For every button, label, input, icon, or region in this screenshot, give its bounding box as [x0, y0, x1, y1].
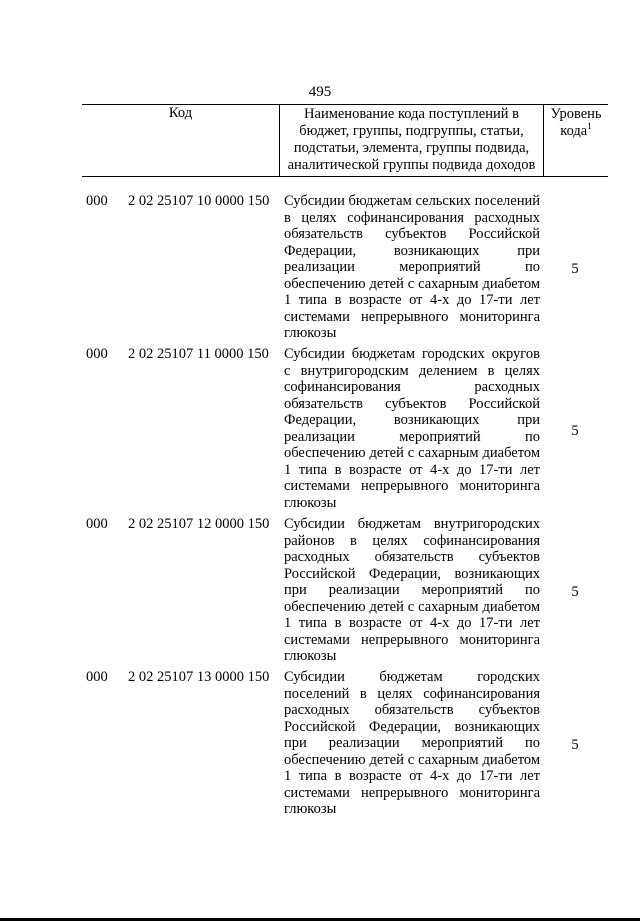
footnote-marker: 1 — [587, 121, 592, 132]
revenue-code-cell: 2 02 25107 10 0000 150 — [128, 193, 270, 209]
code-level-cell: 5 — [571, 584, 579, 600]
admin-code-cell: 000 — [86, 669, 108, 685]
header-name-column — [280, 105, 544, 176]
code-level-cell: 5 — [571, 423, 579, 439]
header-level-word: кода — [560, 123, 588, 139]
admin-code-cell: 000 — [86, 516, 108, 532]
revenue-code-cell: 2 02 25107 11 0000 150 — [128, 346, 269, 362]
revenue-code-cell: 2 02 25107 12 0000 150 — [128, 516, 270, 532]
admin-code-cell: 000 — [86, 346, 108, 362]
header-name-line: аналитической группы подвида доходов — [287, 157, 536, 173]
revenue-name-cell: Субсидии бюджетам городских округов с внутригородским делением в целях софинансирования расходных обязательств субъектов Российской Федерации, возникающих при реализации мероприятий по обеспечению детей с сахарным диабетом 1 типа в возрасте от 4-х до 17-ти лет системами непрерывного мониторинга глюкозы — [284, 346, 540, 511]
page-number: 495 — [308, 84, 332, 100]
header-level-column — [544, 105, 608, 176]
revenue-name-cell: Субсидии бюджетам сельских поселений в целях софинансирования расходных обязательств субъектов Российской Федерации, возникающих при реализации мероприятий по обеспечению детей с сахарным диабетом 1 типа в возрасте от 4-х до 17-ти лет системами непрерывного мониторинга глюкозы — [284, 193, 540, 341]
header-name-line: бюджет, группы, подгруппы, статьи, — [299, 123, 524, 139]
header-name-line: Наименование кода поступлений в — [304, 106, 519, 122]
code-level-cell: 5 — [571, 261, 579, 277]
header-code-column: Код — [82, 105, 280, 176]
revenue-code-cell: 2 02 25107 13 0000 150 — [128, 669, 270, 685]
revenue-name-cell: Субсидии бюджетам внутригородских районов в целях софинансирования расходных обязательств субъектов Российской Федерации, возникающих при реализации мероприятий по обеспечению детей с сахарным диабетом 1 типа в возрасте от 4-х до 17-ти лет системами непрерывного мониторинга глюкозы — [284, 516, 540, 664]
code-level-cell: 5 — [571, 737, 579, 753]
revenue-name-cell: Субсидии бюджетам городских поселений в целях софинансирования расходных обязательств субъектов Российской Федерации, возникающих при реализации мероприятий по обеспечению детей с сахарным диабетом 1 типа в возрасте от 4-х до 17-ти лет системами непрерывного мониторинга глюкозы — [284, 669, 540, 817]
admin-code-cell: 000 — [86, 193, 108, 209]
table-header — [82, 104, 608, 177]
header-level-line — [544, 123, 608, 140]
header-level-line: Уровень — [550, 106, 602, 122]
header-name-line: подстатьи, элемента, группы подвида, — [293, 140, 530, 156]
